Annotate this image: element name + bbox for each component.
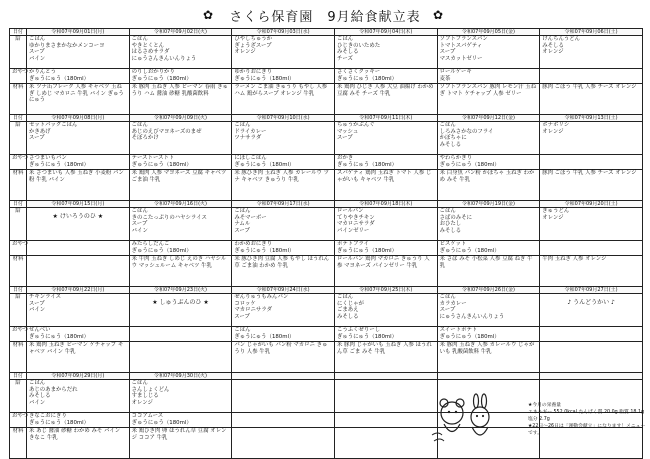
day-main-menu <box>232 208 335 241</box>
menu-item: チーズ <box>336 55 353 62</box>
day-date: 令和07年09月11日(木) <box>334 115 437 122</box>
snack-item: にぼしごはん <box>234 155 267 161</box>
day-date: 令和07年09月09日(火) <box>129 115 232 122</box>
menu-item: きのこたっぷりのハヤシライス <box>131 214 207 221</box>
day-ingredients: 米 豚肉 玉ねぎ 人参 カレールウ じゃがいも 乳酸菌飲料 牛乳 <box>437 342 540 373</box>
day-date: 令和07年09月15日(月) <box>27 201 130 208</box>
day-main-menu <box>232 36 335 69</box>
day-ingredients <box>27 256 130 287</box>
row-label-main: 給 <box>10 380 27 413</box>
snack-item: スイートポテト <box>439 327 478 333</box>
day-date: 令和07年09月05日(金) <box>437 29 540 36</box>
menu-item: ぜんりゅうもみんパン <box>234 294 289 300</box>
day-ingredients: 米 豚肉 玉ねぎ 人参 ピーマン 春雨 きゅうり ハム 醤油 砂糖 乳酸菌飲料 <box>129 84 232 115</box>
menu-item: スープ <box>439 49 456 56</box>
day-date <box>232 373 335 380</box>
menu-item: ひじきのいためた <box>336 42 381 49</box>
notes-line: ★22日〜26日は「運動会献立」になります！メニューです。 <box>528 424 646 436</box>
day-main-menu <box>232 294 335 327</box>
menu-item: ごはん <box>131 208 148 214</box>
day-ingredients: 米 ツナ缶フレーク 人参 キャベツ 玉ねぎ しめじ マカロニ 牛乳 バイン ぎゅうにゅう <box>27 84 130 115</box>
row-label-snack: おやつ <box>10 241 27 256</box>
title-bar <box>0 6 650 28</box>
week-snack-row <box>10 327 643 342</box>
day-ingredients: 米 豚ひき肉 豆腐 人参 もやし ほうれん草 ごま油 わかめ 牛乳 <box>232 256 335 287</box>
day-date <box>437 373 540 380</box>
week-date-row <box>10 201 643 208</box>
day-main-menu <box>129 380 232 413</box>
day-ingredients: 米 白身魚 パン粉 かぼちゃ 玉ねぎ わかめ みそ 牛乳 <box>437 170 540 201</box>
notes-line: エネルギー 552.0kcal たんぱく質 20.0g 脂質 18.1g 塩分 2.7g <box>528 410 645 422</box>
menu-item: スープ <box>439 307 456 314</box>
week-ingredient-row <box>10 342 643 373</box>
menu-item: オレンジ <box>542 214 564 221</box>
snack-item: ココアムース <box>131 413 164 419</box>
menu-item: すましじる <box>131 393 159 400</box>
menu-item: ゆかりまさまかなかメンコーヨ <box>29 42 105 49</box>
snack-item: 麦茶 <box>439 75 451 82</box>
day-snack <box>540 241 643 256</box>
menu-item: ごはん <box>29 36 46 42</box>
day-ingredients <box>129 342 232 373</box>
day-ingredients: 牛肉 玉ねぎ 人参 オレンジ <box>540 256 643 287</box>
day-snack <box>27 155 130 170</box>
menu-item: ぎゅうどん <box>542 208 570 214</box>
snack-item: きなこおにぎり <box>29 413 67 419</box>
menu-item: しろみさかなのフライ <box>439 128 494 135</box>
day-snack <box>540 155 643 170</box>
menu-item: にゅうさんきんいんりょう <box>131 55 197 62</box>
day-main-menu <box>27 294 130 327</box>
snack-item: ぎゅうにゅう（180ml） <box>234 161 295 168</box>
day-main-menu <box>437 122 540 155</box>
menu-table <box>9 28 643 459</box>
menu-item: ごはん <box>234 122 251 128</box>
snack-item: おかき <box>336 155 354 161</box>
snack-item: ぎゅうにゅう（180ml） <box>29 419 90 426</box>
day-main-menu <box>540 294 643 327</box>
day-date: 令和07年09月03日(水) <box>232 29 335 36</box>
menu-item: ごはん <box>336 36 354 42</box>
row-label-ingredients: 材料 <box>10 170 27 201</box>
day-snack <box>27 69 130 84</box>
day-date: 令和07年09月10日(水) <box>232 115 335 122</box>
snack-item: さくさくクッキー <box>336 69 381 75</box>
snack-item: せんべい <box>29 327 51 333</box>
day-ingredients: 米 鶏肉 人参 マヨネーズ 豆腐 キャベツ ごま油 牛乳 <box>129 170 232 201</box>
snack-item: ぎゅうにゅう（180ml） <box>131 419 192 426</box>
snack-item: かりんとう <box>29 69 56 75</box>
menu-item: にくじゃが <box>336 300 364 307</box>
day-date: 令和07年09月08日(月) <box>27 115 130 122</box>
nutrition-notes <box>528 402 650 437</box>
menu-item: みそしる <box>439 227 462 234</box>
day-main-menu <box>437 208 540 241</box>
menu-item: チキンライス <box>29 294 62 300</box>
week-ingredient-row <box>10 170 643 201</box>
snack-item: ぎゅうにゅう（180ml） <box>336 161 398 168</box>
day-date: 令和07年09月20日(土) <box>540 201 643 208</box>
menu-item: ちゅうかぶんぐ <box>336 122 375 128</box>
day-date: 令和07年09月18日(木) <box>334 201 437 208</box>
menu-item: ごまあえ <box>336 307 359 314</box>
week-main-row <box>10 122 643 155</box>
menu-item: スープ <box>131 221 148 228</box>
day-main-menu <box>27 36 130 69</box>
menu-item: ごはん <box>439 208 456 214</box>
snack-item: ぎゅうにゅう（180ml） <box>439 333 500 340</box>
menu-item: スープ <box>234 227 250 234</box>
menu-item: みそしる <box>336 313 359 320</box>
menu-item: てりやきチキン <box>336 214 375 221</box>
day-snack <box>334 241 437 256</box>
day-snack <box>437 241 540 256</box>
snack-item: ぎゅうにゅう（180ml） <box>439 247 500 254</box>
day-snack <box>232 327 335 342</box>
day-snack <box>129 327 232 342</box>
row-label-main: 給 <box>10 294 27 327</box>
flower-icon: ✿ <box>203 8 214 22</box>
week-snack-row <box>10 241 643 256</box>
day-ingredients <box>334 428 437 459</box>
menu-item: みそしる <box>29 393 51 400</box>
day-snack <box>540 69 643 84</box>
day-main-menu <box>540 122 643 155</box>
holiday-note: ♪ うんどうかい ♪ <box>567 299 615 306</box>
menu-title: 9月給食献立表 <box>327 10 421 25</box>
day-main-menu <box>540 36 643 69</box>
page-title <box>229 7 420 29</box>
row-label-ingredients: 材料 <box>10 428 27 459</box>
row-label-ingredients: 材料 <box>10 256 27 287</box>
day-main-menu <box>129 294 232 327</box>
day-main-menu <box>334 122 437 155</box>
day-main-menu <box>540 208 643 241</box>
row-label-ingredients: 材料 <box>10 342 27 373</box>
mascot-illustration <box>430 395 500 447</box>
day-snack <box>129 413 232 428</box>
day-snack <box>437 155 540 170</box>
menu-item: スープ <box>29 135 45 142</box>
day-snack <box>540 327 643 342</box>
menu-item: ソフトフランスパン <box>439 36 488 42</box>
week-main-row <box>10 208 643 241</box>
menu-item: ひやしちゅうか <box>234 36 273 42</box>
menu-item: あじのあまからだれ <box>29 386 78 393</box>
menu-item: オレンジ <box>542 49 564 56</box>
snack-item: ゆかりおにぎり <box>234 69 273 75</box>
menu-item: オレンジ <box>131 399 153 406</box>
week-main-row <box>10 294 643 327</box>
week-date-row <box>10 373 643 380</box>
week-main-row <box>10 36 643 69</box>
day-main-menu <box>232 122 335 155</box>
day-snack <box>437 69 540 84</box>
menu-item: ごはん <box>439 294 456 300</box>
day-ingredients: 米 鶏肉 玉ねぎ ピーマン ケチャップ キャベツ バイン 牛乳 <box>27 342 130 373</box>
day-snack <box>437 327 540 342</box>
menu-item: カラカレー <box>439 300 467 307</box>
menu-item: ロールパン <box>336 208 364 214</box>
day-snack <box>129 69 232 84</box>
week-date-row <box>10 287 643 294</box>
row-label-day: 日付 <box>10 29 27 36</box>
menu-item: さばのみそに <box>439 214 472 221</box>
day-ingredients <box>540 342 643 373</box>
day-snack <box>232 69 335 84</box>
row-label-main: 給 <box>10 208 27 241</box>
row-label-snack: おやつ <box>10 69 27 84</box>
day-main-menu <box>27 380 130 413</box>
day-date: 令和07年09月06日(土) <box>540 29 643 36</box>
menu-item: ごはん <box>131 122 148 128</box>
menu-item: ごはん <box>131 380 148 386</box>
day-main-menu <box>437 36 540 69</box>
menu-item: けんちんうどん <box>542 36 581 42</box>
week-snack-row <box>10 155 643 170</box>
day-date: 令和07年09月27日(土) <box>540 287 643 294</box>
menu-item: ごはん <box>29 380 46 386</box>
day-ingredients <box>232 428 335 459</box>
snack-item: わかめおにぎり <box>234 241 273 247</box>
snack-item: さつまいもパン <box>29 155 67 161</box>
menu-item: バイン <box>29 399 46 406</box>
day-snack <box>27 327 130 342</box>
day-ingredients: 米 鶏ひき肉 卵 ほうれん草 豆腐 オレンジ ココア 牛乳 <box>129 428 232 459</box>
day-snack <box>232 413 335 428</box>
day-date <box>540 373 643 380</box>
snack-item: ビスケット <box>439 241 467 247</box>
day-ingredients: 米 豚ひき肉 玉ねぎ 人参 カレールウ ツナ キャベツ きゅうり 牛乳 <box>232 170 335 201</box>
day-date: 令和07年09月19日(金) <box>437 201 540 208</box>
day-snack <box>232 155 335 170</box>
menu-item: ごはん <box>336 294 354 300</box>
menu-item: スープ <box>336 135 353 142</box>
week-ingredient-row <box>10 84 643 115</box>
menu-item: さんしょくどん <box>131 386 170 393</box>
day-date <box>334 373 437 380</box>
menu-item: パインゼリー <box>336 227 370 234</box>
week-ingredient-row <box>10 256 643 287</box>
snack-item: ぎゅうにゅう（180ml） <box>29 75 90 82</box>
snack-item: ロールケーキ <box>439 69 472 75</box>
snack-item: ごはん <box>234 327 251 333</box>
menu-item: スープ <box>29 300 45 307</box>
day-ingredients: 米 鶏肉 ひじき 人参 大豆 油揚げ わかめ 豆腐 みそ チーズ 牛乳 <box>334 84 437 115</box>
day-date: 令和07年09月24日(水) <box>232 287 335 294</box>
day-ingredients: 豚肉 ごぼう 牛乳 人参 チーズ オレンジ <box>540 84 643 115</box>
day-snack <box>129 241 232 256</box>
day-main-menu <box>27 208 130 241</box>
day-ingredients: 米 さば みそ 小松菜 人参 豆腐 ねぎ 牛乳 <box>437 256 540 287</box>
menu-item: マスカットゼリー <box>439 55 483 62</box>
snack-item: ぎゅうにゅう（180ml） <box>29 333 90 340</box>
menu-item: おひたし <box>439 221 462 228</box>
notes-line: ★今月の栄養量 <box>528 403 562 408</box>
menu-item: ドライカレー <box>234 128 267 135</box>
day-ingredients: ソフトフランスパン 豚肉 レモン汁 玉ねぎ トマト ケチャップ 人参 ゼリー <box>437 84 540 115</box>
row-label-day: 日付 <box>10 287 27 294</box>
menu-item: スープ <box>234 313 250 320</box>
day-snack <box>334 155 437 170</box>
week-date-row <box>10 29 643 36</box>
day-main-menu <box>334 380 437 413</box>
holiday-note: ★ けいろうのひ ★ <box>52 213 104 220</box>
menu-item: オレンジ <box>542 128 564 135</box>
day-ingredients: 豚肉 ごぼう 牛乳 人参 チーズ オレンジ <box>540 170 643 201</box>
menu-item: かきあげ <box>29 128 51 135</box>
menu-item: バイン <box>131 227 148 234</box>
snack-item: こうふくぜりーし <box>336 327 381 333</box>
day-snack <box>27 413 130 428</box>
day-main-menu <box>437 294 540 327</box>
week-date-row <box>10 115 643 122</box>
menu-item: オレンジ <box>234 49 256 56</box>
day-ingredients: ロールパン 鶏肉 マカロニ きゅうり 人参 マヨネーズ パインゼリー 牛乳 <box>334 256 437 287</box>
menu-item: ナムル <box>234 221 251 228</box>
day-ingredients: パン じゃがいも パン粉 マカロニ きゅうり 人参 牛乳 <box>232 342 335 373</box>
day-date: 令和07年09月04日(木) <box>334 29 437 36</box>
menu-item: コロッケ <box>234 300 256 307</box>
day-date: 令和07年09月17日(水) <box>232 201 335 208</box>
menu-item: マカロニサラダ <box>336 221 375 228</box>
school-name: さくら保育園 <box>229 10 314 25</box>
holiday-note: ★ しゅうぶんのひ ★ <box>152 299 209 306</box>
menu-item: みそしる <box>336 49 359 56</box>
day-snack <box>334 413 437 428</box>
menu-item: マッシュ <box>336 128 359 135</box>
flower-icon: ✿ <box>433 8 444 22</box>
row-label-snack: おやつ <box>10 413 27 428</box>
snack-item: テーストーストト <box>131 155 175 161</box>
day-main-menu <box>232 380 335 413</box>
day-ingredients: 米 豚肉 じゃがいも 玉ねぎ 人参 ほうれん草 ごま みそ 牛乳 <box>334 342 437 373</box>
menu-item: バイン <box>29 55 46 62</box>
menu-item: ぎょうざスープ <box>234 42 272 49</box>
snack-item: ぎゅうにゅう（180ml） <box>336 75 398 82</box>
day-main-menu <box>129 208 232 241</box>
day-ingredients: ラーメン ごま油 きゅうり もやし 人参 ハム 鶏がらスープ オレンジ 牛乳 <box>232 84 335 115</box>
day-main-menu <box>129 36 232 69</box>
day-date: 令和07年09月16日(火) <box>129 201 232 208</box>
row-label-day: 日付 <box>10 201 27 208</box>
menu-item: マカロニサラダ <box>234 307 272 314</box>
row-label-ingredients: 材料 <box>10 84 27 115</box>
snack-item: ぎゅうにゅう（180ml） <box>234 333 295 340</box>
snack-item: ポテトフライ <box>336 241 369 247</box>
menu-item: セットパックごはん <box>29 122 78 128</box>
day-ingredients: 米 あじ 醤油 砂糖 わかめ みそ バイン きなこ 牛乳 <box>27 428 130 459</box>
day-ingredients: 米 牛肉 玉ねぎ しめじ えのき ハヤシルウ マッシュルーム キャベツ 牛乳 <box>129 256 232 287</box>
row-label-snack: おやつ <box>10 155 27 170</box>
snack-item: ぎゅうにゅう（180ml） <box>336 247 398 254</box>
menu-item: はるさめサラダ <box>131 49 170 56</box>
snack-item: ぎゅうにゅう（180ml） <box>439 161 500 168</box>
day-date: 令和07年09月01日(月) <box>27 29 130 36</box>
menu-item: ツナサラダ <box>234 135 262 142</box>
menu-item: ごはん <box>234 208 251 214</box>
day-main-menu <box>27 122 130 155</box>
day-ingredients: 米 さつまいも 人参 玉ねぎ 小麦粉 パン粉 牛乳 バイン <box>27 170 130 201</box>
day-date: 令和07年09月29日(月) <box>27 373 130 380</box>
snack-item: ぎゅうにゅう（180ml） <box>336 333 398 340</box>
day-snack <box>27 241 130 256</box>
day-date: 令和07年09月23日(火) <box>129 287 232 294</box>
menu-item: ごはん <box>439 122 456 128</box>
row-label-snack: おやつ <box>10 327 27 342</box>
day-date: 令和07年09月26日(金) <box>437 287 540 294</box>
menu-item: ボナボリシ <box>542 122 570 128</box>
snack-item: ぎゅうにゅう（180ml） <box>131 75 192 82</box>
day-snack <box>334 327 437 342</box>
day-date: 令和07年09月12日(金) <box>437 115 540 122</box>
menu-item: やきとくとん <box>131 42 165 49</box>
day-date: 令和07年09月02日(火) <box>129 29 232 36</box>
menu-item: みそマーボー <box>234 214 267 221</box>
day-main-menu <box>334 208 437 241</box>
day-main-menu <box>334 294 437 327</box>
row-label-day: 日付 <box>10 115 27 122</box>
snack-item: ぎゅうにゅう（180ml） <box>234 247 295 254</box>
day-date: 令和07年09月30日(火) <box>129 373 232 380</box>
day-snack <box>129 155 232 170</box>
menu-item: バイン <box>29 307 46 314</box>
snack-item: ぎゅうにゅう（180ml） <box>131 247 192 254</box>
menu-item: みそしる <box>542 42 564 49</box>
menu-item: そぼろかけ <box>131 135 159 142</box>
row-label-main: 給 <box>10 36 27 69</box>
menu-item: かぼちゃに <box>439 135 467 142</box>
row-label-day: 日付 <box>10 373 27 380</box>
day-date: 令和07年09月25日(木) <box>334 287 437 294</box>
snack-item: ぎゅうにゅう（180ml） <box>29 161 90 168</box>
snack-item: ぎゅうにゅう（180ml） <box>131 161 192 168</box>
menu-item: ごはん <box>131 36 148 42</box>
menu-item: あじのえびマヨネーズのまぜ <box>131 128 202 135</box>
snack-item: やわらかぎり <box>439 155 472 161</box>
day-ingredients: スパゲティ 鶏肉 玉ねぎ トマト 人参 じゃがいも キャベツ 牛乳 <box>334 170 437 201</box>
snack-item: みたらしだんご <box>131 241 170 247</box>
day-snack <box>334 69 437 84</box>
day-date: 令和07年09月22日(月) <box>27 287 130 294</box>
row-label-main: 給 <box>10 122 27 155</box>
menu-item: にゅうさんきんいんりょう <box>439 313 505 320</box>
snack-item: のりしおかりかり <box>131 69 175 75</box>
menu-item: スープ <box>29 49 45 56</box>
menu-item: トマトスパゲティ <box>439 42 483 49</box>
day-main-menu <box>334 36 437 69</box>
day-main-menu <box>129 122 232 155</box>
snack-item: ぎゅうにゅう（180ml） <box>234 75 295 82</box>
day-snack <box>232 241 335 256</box>
day-date: 令和07年09月13日(土) <box>540 115 643 122</box>
week-snack-row <box>10 69 643 84</box>
menu-item: みそしる <box>439 141 462 148</box>
